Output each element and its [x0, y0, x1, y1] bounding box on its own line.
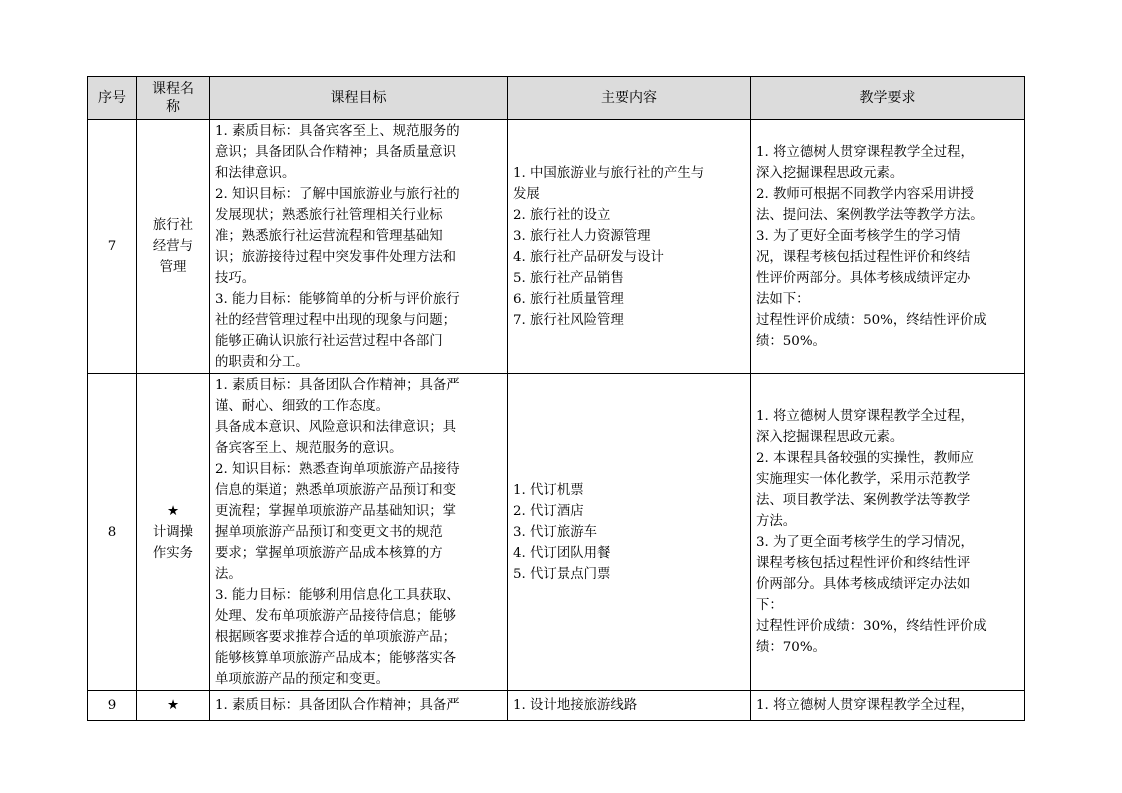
row-index: 8	[88, 374, 137, 691]
content-line: 1. 中国旅游业与旅行社的产生与	[513, 165, 705, 181]
goal-line: 的职责和分工。	[215, 355, 309, 370]
course-name-line: 管理	[159, 260, 187, 275]
header-row	[88, 77, 1025, 120]
goal-line: 3. 能力目标：能够简单的分析与评价旅行	[215, 292, 460, 307]
goal-line: 备宾客至上、规范服务的意识。	[215, 441, 403, 456]
content-line: 5. 旅行社产品销售	[513, 270, 624, 286]
teaching-requirements-cell	[751, 374, 1025, 691]
requirement-line: 况，课程考核包括过程性评价和终结	[756, 249, 971, 265]
row-index: 9	[88, 691, 137, 721]
header-index: 序号	[88, 77, 137, 120]
goal-line: 要求；掌握单项旅游产品成本核算的方	[215, 546, 443, 561]
main-content-cell	[508, 374, 751, 691]
table-row	[88, 120, 1025, 374]
header-requirements: 教学要求	[751, 77, 1025, 120]
requirement-line: 过程性评价成绩：30%，终结性评价成	[756, 619, 987, 634]
goal-line: 能够核算单项旅游产品成本；能够落实各	[215, 651, 457, 666]
requirement-line: 3. 为了更好全面考核学生的学习情	[756, 228, 961, 244]
goal-line: 更流程；掌握单项旅游产品基础知识；掌	[215, 504, 457, 519]
content-line: 1. 设计地接旅游线路	[513, 698, 638, 713]
content-line: 7. 旅行社风险管理	[513, 312, 624, 328]
requirement-line: 下：	[756, 598, 783, 613]
course-name-line: 计调操	[152, 524, 194, 540]
requirement-line: 法、提问法、案例教学法等教学方法。	[756, 207, 984, 223]
course-goals-cell	[210, 374, 508, 691]
course-table	[87, 76, 1025, 721]
requirement-line: 绩：70%。	[756, 640, 826, 655]
goal-line: 技巧。	[215, 271, 256, 286]
goal-line: 根据顾客要求推荐合适的单项旅游产品；	[215, 630, 457, 645]
header-course-name-line: 称	[166, 99, 180, 115]
goal-line: 发展现状；熟悉旅行社管理相关行业标	[215, 208, 443, 223]
teaching-requirements-cell	[751, 691, 1025, 721]
course-name-cell	[137, 691, 210, 721]
content-line: 4. 代订团队用餐	[513, 545, 611, 561]
requirement-line: 方法。	[756, 514, 797, 529]
requirement-line: 实施理实一体化教学，采用示范教学	[756, 472, 971, 487]
star-icon: ★	[166, 698, 179, 713]
content-line: 2. 旅行社的设立	[513, 207, 611, 223]
main-content-cell	[508, 691, 751, 721]
requirement-line: 法如下：	[756, 291, 810, 307]
teaching-requirements-cell	[751, 120, 1025, 374]
header-course-name-line: 课程名	[152, 81, 194, 97]
goal-line: 准；熟悉旅行社运营流程和管理基础知	[215, 229, 443, 244]
goal-line: 1. 素质目标：具备宾客至上、规范服务的	[215, 124, 460, 139]
course-name-cell	[137, 120, 210, 374]
main-content-cell	[508, 120, 751, 374]
requirement-line: 课程考核包括过程性评价和终结性评	[756, 556, 971, 571]
goal-line: 法。	[215, 567, 242, 582]
course-name-line: 作实务	[152, 545, 194, 561]
goal-line: 谨、耐心、细致的工作态度。	[215, 399, 390, 414]
header-goals: 课程目标	[210, 77, 508, 120]
requirement-line: 2. 本课程具备较强的实操性，教师应	[756, 451, 974, 466]
content-line: 3. 旅行社人力资源管理	[513, 228, 651, 244]
course-goals-cell	[210, 691, 508, 721]
content-line: 3. 代订旅游车	[513, 524, 597, 540]
goal-line: 信息的渠道；熟悉单项旅游产品预订和变	[215, 483, 457, 498]
requirement-line: 绩：50%。	[756, 333, 826, 349]
goal-line: 意识；具备团队合作精神；具备质量意识	[215, 145, 457, 160]
table-row	[88, 374, 1025, 691]
goal-line: 单项旅游产品的预定和变更。	[215, 672, 390, 687]
requirement-line: 1. 将立德树人贯穿课程教学全过程，	[756, 409, 974, 424]
requirement-line: 3. 为了更全面考核学生的学习情况，	[756, 535, 974, 550]
content-line: 2. 代订酒店	[513, 503, 584, 519]
content-line: 1. 代订机票	[513, 482, 584, 498]
goal-line: 能够正确认识旅行社运营过程中各部门	[215, 334, 443, 349]
goal-line: 2. 知识目标：了解中国旅游业与旅行社的	[215, 187, 460, 202]
table-row	[88, 691, 1025, 721]
content-line: 6. 旅行社质量管理	[513, 291, 624, 307]
header-content: 主要内容	[508, 77, 751, 120]
course-name-line: 旅行社	[152, 218, 194, 233]
header-course-name	[137, 77, 210, 120]
goal-line: 3. 能力目标：能够利用信息化工具获取、	[215, 588, 460, 603]
requirement-line: 法、项目教学法、案例教学法等教学	[756, 493, 971, 508]
row-index: 7	[88, 120, 137, 374]
goal-line: 1. 素质目标：具备团队合作精神；具备严	[215, 698, 460, 713]
content-line: 5. 代订景点门票	[513, 566, 611, 582]
goal-line: 识；旅游接待过程中突发事件处理方法和	[215, 250, 457, 265]
requirement-line: 深入挖掘课程思政元素。	[756, 430, 904, 445]
goal-line: 和法律意识。	[215, 166, 296, 181]
course-name-line: 经营与	[152, 239, 194, 254]
course-goals-cell	[210, 120, 508, 374]
requirement-line: 深入挖掘课程思政元素。	[756, 165, 904, 181]
goal-line: 2. 知识目标：熟悉查询单项旅游产品接待	[215, 462, 460, 477]
goal-line: 1. 素质目标：具备团队合作精神；具备严	[215, 378, 460, 393]
requirement-line: 性评价两部分。具体考核成绩评定办	[756, 270, 971, 286]
requirement-line: 1. 将立德树人贯穿课程教学全过程，	[756, 144, 974, 160]
course-name-cell	[137, 374, 210, 691]
requirement-line: 价两部分。具体考核成绩评定办法如	[756, 577, 971, 592]
goal-line: 握单项旅游产品预订和变更文书的规范	[215, 525, 443, 540]
requirement-line: 2. 教师可根据不同教学内容采用讲授	[756, 186, 974, 202]
content-line: 4. 旅行社产品研发与设计	[513, 249, 664, 265]
goal-line: 具备成本意识、风险意识和法律意识；具	[215, 420, 457, 435]
star-icon: ★	[166, 503, 179, 519]
content-line: 发展	[513, 186, 540, 202]
requirement-line: 1. 将立德树人贯穿课程教学全过程，	[756, 698, 974, 713]
goal-line: 处理、发布单项旅游产品接待信息；能够	[215, 609, 457, 624]
requirement-line: 过程性评价成绩：50%，终结性评价成	[756, 312, 987, 328]
goal-line: 社的经营管理过程中出现的现象与问题；	[215, 313, 457, 328]
